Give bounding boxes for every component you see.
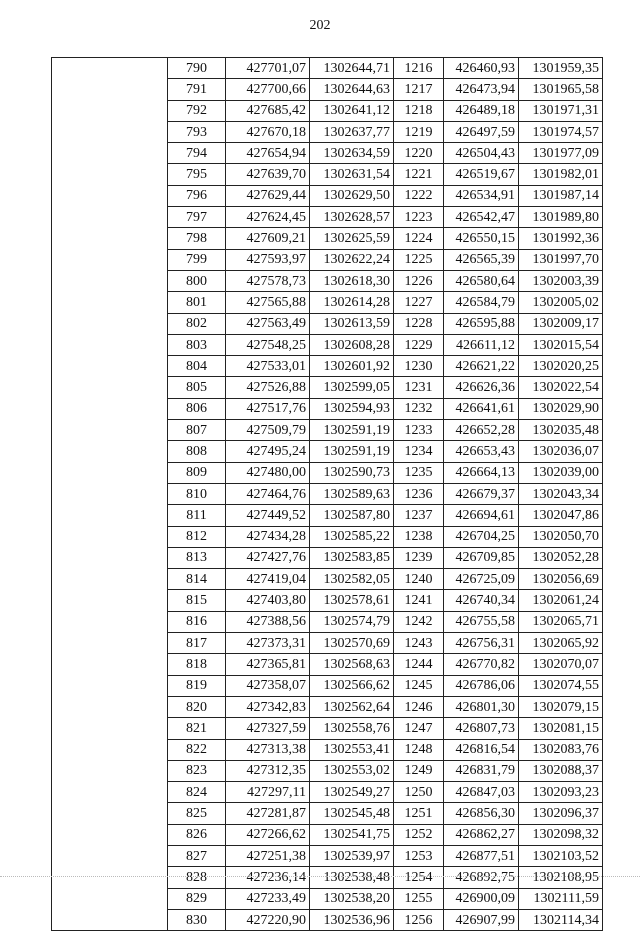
x-coordinate-left: 427373,31 — [226, 633, 310, 654]
point-number-right: 1229 — [394, 334, 444, 355]
point-number-right: 1249 — [394, 760, 444, 781]
y-coordinate-right: 1301965,58 — [519, 79, 603, 100]
y-coordinate-left: 1302599,05 — [310, 377, 394, 398]
point-number-right: 1237 — [394, 505, 444, 526]
x-coordinate-right: 426565,39 — [444, 249, 519, 270]
x-coordinate-left: 427281,87 — [226, 803, 310, 824]
point-number-left: 795 — [168, 164, 226, 185]
point-number-right: 1217 — [394, 79, 444, 100]
y-coordinate-left: 1302582,05 — [310, 569, 394, 590]
x-coordinate-right: 426519,67 — [444, 164, 519, 185]
y-coordinate-right: 1302003,39 — [519, 270, 603, 291]
scan-edge-line — [0, 876, 640, 877]
point-number-right: 1245 — [394, 675, 444, 696]
y-coordinate-left: 1302641,12 — [310, 100, 394, 121]
point-number-right: 1247 — [394, 718, 444, 739]
y-coordinate-left: 1302558,76 — [310, 718, 394, 739]
point-number-right: 1220 — [394, 143, 444, 164]
x-coordinate-right: 426504,43 — [444, 143, 519, 164]
y-coordinate-right: 1302111,59 — [519, 888, 603, 909]
y-coordinate-right: 1302108,95 — [519, 867, 603, 888]
x-coordinate-left: 427685,42 — [226, 100, 310, 121]
y-coordinate-left: 1302553,02 — [310, 760, 394, 781]
point-number-left: 816 — [168, 611, 226, 632]
point-number-left: 806 — [168, 398, 226, 419]
x-coordinate-right: 426664,13 — [444, 462, 519, 483]
x-coordinate-right: 426900,09 — [444, 888, 519, 909]
y-coordinate-right: 1302050,70 — [519, 526, 603, 547]
x-coordinate-left: 427593,97 — [226, 249, 310, 270]
point-number-right: 1223 — [394, 207, 444, 228]
x-coordinate-right: 426580,64 — [444, 270, 519, 291]
y-coordinate-right: 1302096,37 — [519, 803, 603, 824]
y-coordinate-right: 1302079,15 — [519, 696, 603, 717]
point-number-left: 830 — [168, 909, 226, 930]
point-number-right: 1240 — [394, 569, 444, 590]
y-coordinate-left: 1302570,69 — [310, 633, 394, 654]
y-coordinate-left: 1302585,22 — [310, 526, 394, 547]
point-number-right: 1216 — [394, 58, 444, 79]
x-coordinate-right: 426755,58 — [444, 611, 519, 632]
x-coordinate-right: 426621,22 — [444, 356, 519, 377]
point-number-left: 792 — [168, 100, 226, 121]
y-coordinate-right: 1301997,70 — [519, 249, 603, 270]
point-number-left: 799 — [168, 249, 226, 270]
y-coordinate-left: 1302591,19 — [310, 420, 394, 441]
point-number-left: 821 — [168, 718, 226, 739]
y-coordinate-left: 1302545,48 — [310, 803, 394, 824]
point-number-right: 1256 — [394, 909, 444, 930]
x-coordinate-right: 426460,93 — [444, 58, 519, 79]
point-number-right: 1225 — [394, 249, 444, 270]
x-coordinate-left: 427639,70 — [226, 164, 310, 185]
x-coordinate-left: 427509,79 — [226, 420, 310, 441]
x-coordinate-right: 426807,73 — [444, 718, 519, 739]
x-coordinate-left: 427670,18 — [226, 121, 310, 142]
x-coordinate-left: 427517,76 — [226, 398, 310, 419]
point-number-right: 1251 — [394, 803, 444, 824]
point-number-right: 1238 — [394, 526, 444, 547]
x-coordinate-right: 426497,59 — [444, 121, 519, 142]
point-number-left: 808 — [168, 441, 226, 462]
y-coordinate-right: 1301982,01 — [519, 164, 603, 185]
x-coordinate-right: 426595,88 — [444, 313, 519, 334]
y-coordinate-right: 1302061,24 — [519, 590, 603, 611]
y-coordinate-right: 1302098,32 — [519, 824, 603, 845]
y-coordinate-left: 1302628,57 — [310, 207, 394, 228]
point-number-right: 1226 — [394, 270, 444, 291]
y-coordinate-left: 1302541,75 — [310, 824, 394, 845]
x-coordinate-right: 426694,61 — [444, 505, 519, 526]
point-number-right: 1235 — [394, 462, 444, 483]
y-coordinate-right: 1302083,76 — [519, 739, 603, 760]
point-number-left: 790 — [168, 58, 226, 79]
y-coordinate-left: 1302590,73 — [310, 462, 394, 483]
y-coordinate-left: 1302574,79 — [310, 611, 394, 632]
y-coordinate-right: 1301959,35 — [519, 58, 603, 79]
x-coordinate-left: 427342,83 — [226, 696, 310, 717]
x-coordinate-left: 427563,49 — [226, 313, 310, 334]
x-coordinate-right: 426892,75 — [444, 867, 519, 888]
y-coordinate-right: 1301974,57 — [519, 121, 603, 142]
table-row — [52, 58, 603, 79]
y-coordinate-left: 1302614,28 — [310, 292, 394, 313]
point-number-right: 1221 — [394, 164, 444, 185]
x-coordinate-left: 427233,49 — [226, 888, 310, 909]
y-coordinate-left: 1302629,50 — [310, 185, 394, 206]
y-coordinate-right: 1302052,28 — [519, 547, 603, 568]
x-coordinate-right: 426473,94 — [444, 79, 519, 100]
x-coordinate-left: 427533,01 — [226, 356, 310, 377]
x-coordinate-left: 427449,52 — [226, 505, 310, 526]
x-coordinate-right: 426816,54 — [444, 739, 519, 760]
y-coordinate-left: 1302644,63 — [310, 79, 394, 100]
x-coordinate-left: 427495,24 — [226, 441, 310, 462]
x-coordinate-left: 427419,04 — [226, 569, 310, 590]
x-coordinate-right: 426489,18 — [444, 100, 519, 121]
x-coordinate-right: 426534,91 — [444, 185, 519, 206]
point-number-right: 1254 — [394, 867, 444, 888]
y-coordinate-left: 1302536,96 — [310, 909, 394, 930]
y-coordinate-right: 1302043,34 — [519, 483, 603, 504]
x-coordinate-left: 427427,76 — [226, 547, 310, 568]
point-number-left: 814 — [168, 569, 226, 590]
point-number-left: 827 — [168, 845, 226, 866]
x-coordinate-left: 427388,56 — [226, 611, 310, 632]
point-number-right: 1255 — [394, 888, 444, 909]
point-number-left: 793 — [168, 121, 226, 142]
point-number-left: 809 — [168, 462, 226, 483]
y-coordinate-right: 1301977,09 — [519, 143, 603, 164]
x-coordinate-right: 426725,09 — [444, 569, 519, 590]
point-number-left: 800 — [168, 270, 226, 291]
point-number-right: 1244 — [394, 654, 444, 675]
point-number-right: 1228 — [394, 313, 444, 334]
x-coordinate-left: 427654,94 — [226, 143, 310, 164]
x-coordinate-right: 426786,06 — [444, 675, 519, 696]
point-number-left: 825 — [168, 803, 226, 824]
y-coordinate-right: 1302074,55 — [519, 675, 603, 696]
y-coordinate-right: 1302065,92 — [519, 633, 603, 654]
point-number-right: 1248 — [394, 739, 444, 760]
x-coordinate-left: 427251,38 — [226, 845, 310, 866]
y-coordinate-left: 1302553,41 — [310, 739, 394, 760]
point-number-right: 1250 — [394, 782, 444, 803]
x-coordinate-left: 427629,44 — [226, 185, 310, 206]
x-coordinate-left: 427480,00 — [226, 462, 310, 483]
y-coordinate-left: 1302618,30 — [310, 270, 394, 291]
point-number-left: 810 — [168, 483, 226, 504]
x-coordinate-left: 427526,88 — [226, 377, 310, 398]
point-number-right: 1227 — [394, 292, 444, 313]
point-number-right: 1231 — [394, 377, 444, 398]
point-number-left: 801 — [168, 292, 226, 313]
x-coordinate-right: 426907,99 — [444, 909, 519, 930]
y-coordinate-right: 1302103,52 — [519, 845, 603, 866]
x-coordinate-left: 427548,25 — [226, 334, 310, 355]
x-coordinate-right: 426847,03 — [444, 782, 519, 803]
y-coordinate-right: 1302035,48 — [519, 420, 603, 441]
y-coordinate-right: 1301987,14 — [519, 185, 603, 206]
x-coordinate-left: 427365,81 — [226, 654, 310, 675]
point-number-left: 818 — [168, 654, 226, 675]
point-number-right: 1218 — [394, 100, 444, 121]
y-coordinate-left: 1302566,62 — [310, 675, 394, 696]
point-number-left: 807 — [168, 420, 226, 441]
point-number-left: 829 — [168, 888, 226, 909]
point-number-left: 817 — [168, 633, 226, 654]
y-coordinate-left: 1302594,93 — [310, 398, 394, 419]
y-coordinate-right: 1301971,31 — [519, 100, 603, 121]
y-coordinate-left: 1302608,28 — [310, 334, 394, 355]
point-number-right: 1242 — [394, 611, 444, 632]
point-number-right: 1236 — [394, 483, 444, 504]
point-number-left: 811 — [168, 505, 226, 526]
x-coordinate-right: 426641,61 — [444, 398, 519, 419]
y-coordinate-right: 1302070,07 — [519, 654, 603, 675]
y-coordinate-left: 1302539,97 — [310, 845, 394, 866]
x-coordinate-right: 426770,82 — [444, 654, 519, 675]
y-coordinate-right: 1302088,37 — [519, 760, 603, 781]
x-coordinate-left: 427313,38 — [226, 739, 310, 760]
point-number-left: 802 — [168, 313, 226, 334]
y-coordinate-right: 1302093,23 — [519, 782, 603, 803]
x-coordinate-left: 427624,45 — [226, 207, 310, 228]
y-coordinate-right: 1301989,80 — [519, 207, 603, 228]
y-coordinate-left: 1302622,24 — [310, 249, 394, 270]
point-number-right: 1233 — [394, 420, 444, 441]
x-coordinate-right: 426550,15 — [444, 228, 519, 249]
x-coordinate-left: 427565,88 — [226, 292, 310, 313]
point-number-right: 1224 — [394, 228, 444, 249]
point-number-left: 819 — [168, 675, 226, 696]
point-number-left: 822 — [168, 739, 226, 760]
y-coordinate-right: 1302056,69 — [519, 569, 603, 590]
x-coordinate-left: 427701,07 — [226, 58, 310, 79]
point-number-right: 1243 — [394, 633, 444, 654]
x-coordinate-right: 426611,12 — [444, 334, 519, 355]
y-coordinate-right: 1302009,17 — [519, 313, 603, 334]
y-coordinate-left: 1302538,20 — [310, 888, 394, 909]
x-coordinate-right: 426862,27 — [444, 824, 519, 845]
y-coordinate-left: 1302625,59 — [310, 228, 394, 249]
x-coordinate-right: 426856,30 — [444, 803, 519, 824]
point-number-right: 1241 — [394, 590, 444, 611]
point-number-right: 1222 — [394, 185, 444, 206]
x-coordinate-left: 427220,90 — [226, 909, 310, 930]
point-number-right: 1252 — [394, 824, 444, 845]
y-coordinate-right: 1301992,36 — [519, 228, 603, 249]
y-coordinate-right: 1302029,90 — [519, 398, 603, 419]
point-number-left: 828 — [168, 867, 226, 888]
x-coordinate-left: 427327,59 — [226, 718, 310, 739]
point-number-right: 1253 — [394, 845, 444, 866]
empty-label-column — [52, 58, 168, 931]
x-coordinate-right: 426877,51 — [444, 845, 519, 866]
page-number: 202 — [309, 18, 331, 33]
point-number-left: 791 — [168, 79, 226, 100]
point-number-left: 824 — [168, 782, 226, 803]
point-number-left: 797 — [168, 207, 226, 228]
y-coordinate-left: 1302549,27 — [310, 782, 394, 803]
point-number-right: 1219 — [394, 121, 444, 142]
x-coordinate-right: 426653,43 — [444, 441, 519, 462]
x-coordinate-left: 427609,21 — [226, 228, 310, 249]
y-coordinate-right: 1302047,86 — [519, 505, 603, 526]
y-coordinate-left: 1302637,77 — [310, 121, 394, 142]
y-coordinate-left: 1302644,71 — [310, 58, 394, 79]
point-number-right: 1239 — [394, 547, 444, 568]
y-coordinate-right: 1302020,25 — [519, 356, 603, 377]
y-coordinate-right: 1302022,54 — [519, 377, 603, 398]
point-number-left: 823 — [168, 760, 226, 781]
x-coordinate-right: 426626,36 — [444, 377, 519, 398]
point-number-right: 1230 — [394, 356, 444, 377]
point-number-left: 815 — [168, 590, 226, 611]
y-coordinate-right: 1302005,02 — [519, 292, 603, 313]
y-coordinate-left: 1302562,64 — [310, 696, 394, 717]
point-number-left: 798 — [168, 228, 226, 249]
y-coordinate-right: 1302081,15 — [519, 718, 603, 739]
point-number-right: 1246 — [394, 696, 444, 717]
coordinates-table — [51, 57, 603, 931]
y-coordinate-right: 1302065,71 — [519, 611, 603, 632]
x-coordinate-left: 427266,62 — [226, 824, 310, 845]
y-coordinate-left: 1302601,92 — [310, 356, 394, 377]
point-number-left: 794 — [168, 143, 226, 164]
x-coordinate-left: 427464,76 — [226, 483, 310, 504]
x-coordinate-right: 426704,25 — [444, 526, 519, 547]
y-coordinate-right: 1302114,34 — [519, 909, 603, 930]
y-coordinate-left: 1302591,19 — [310, 441, 394, 462]
x-coordinate-right: 426801,30 — [444, 696, 519, 717]
y-coordinate-left: 1302587,80 — [310, 505, 394, 526]
point-number-left: 796 — [168, 185, 226, 206]
point-number-left: 813 — [168, 547, 226, 568]
x-coordinate-left: 427434,28 — [226, 526, 310, 547]
y-coordinate-left: 1302613,59 — [310, 313, 394, 334]
point-number-right: 1232 — [394, 398, 444, 419]
y-coordinate-right: 1302039,00 — [519, 462, 603, 483]
x-coordinate-right: 426679,37 — [444, 483, 519, 504]
y-coordinate-right: 1302015,54 — [519, 334, 603, 355]
x-coordinate-left: 427297,11 — [226, 782, 310, 803]
point-number-left: 804 — [168, 356, 226, 377]
x-coordinate-right: 426709,85 — [444, 547, 519, 568]
point-number-right: 1234 — [394, 441, 444, 462]
y-coordinate-left: 1302634,59 — [310, 143, 394, 164]
point-number-left: 820 — [168, 696, 226, 717]
x-coordinate-left: 427358,07 — [226, 675, 310, 696]
x-coordinate-left: 427578,73 — [226, 270, 310, 291]
x-coordinate-right: 426652,28 — [444, 420, 519, 441]
y-coordinate-left: 1302631,54 — [310, 164, 394, 185]
x-coordinate-right: 426542,47 — [444, 207, 519, 228]
x-coordinate-left: 427403,80 — [226, 590, 310, 611]
y-coordinate-right: 1302036,07 — [519, 441, 603, 462]
point-number-left: 826 — [168, 824, 226, 845]
point-number-left: 805 — [168, 377, 226, 398]
y-coordinate-left: 1302583,85 — [310, 547, 394, 568]
x-coordinate-right: 426756,31 — [444, 633, 519, 654]
point-number-left: 812 — [168, 526, 226, 547]
y-coordinate-left: 1302578,61 — [310, 590, 394, 611]
x-coordinate-right: 426831,79 — [444, 760, 519, 781]
x-coordinate-left: 427312,35 — [226, 760, 310, 781]
x-coordinate-left: 427236,14 — [226, 867, 310, 888]
x-coordinate-right: 426740,34 — [444, 590, 519, 611]
y-coordinate-left: 1302589,63 — [310, 483, 394, 504]
y-coordinate-left: 1302568,63 — [310, 654, 394, 675]
x-coordinate-left: 427700,66 — [226, 79, 310, 100]
y-coordinate-left: 1302538,48 — [310, 867, 394, 888]
x-coordinate-right: 426584,79 — [444, 292, 519, 313]
point-number-left: 803 — [168, 334, 226, 355]
